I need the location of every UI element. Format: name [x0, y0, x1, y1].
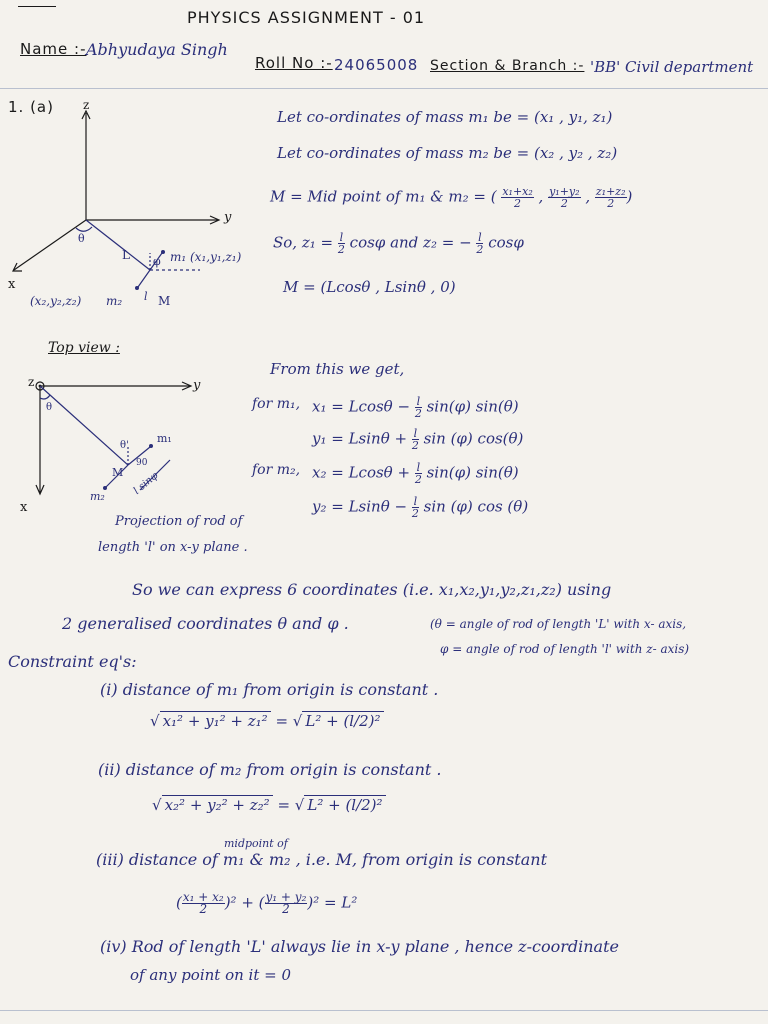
top-view-label: Top view :: [48, 340, 120, 356]
rod-L: [86, 220, 150, 270]
setup-line-1: Let co-ordinates of mass m₁ be = (x₁ , y₁, z₁): [277, 108, 613, 126]
fig2-theta-label: θ: [46, 402, 53, 413]
top-theta-arc: [40, 395, 50, 399]
fig1-y-label: y: [224, 210, 232, 225]
half-frac-1: $\frac{l}{2}$: [337, 231, 345, 256]
express-line-1: So we can express 6 coordinates (i.e. x₁,x₂,y₁,y₂,z₁,z₂) using: [132, 580, 612, 599]
fig2-theta-prime-label: θ': [120, 440, 129, 451]
cos-phi-and-text: cosφ and z₂ = −: [349, 233, 472, 252]
fig1-m2-label: m₂: [106, 294, 123, 308]
midpoint-line: M = Mid point of m₁ & m₂ = ( $\frac{\text{x₁+x₂}}{2}$ , $\frac{\text{y₁+y₂}}{2}$ , $\frac{\text{z₁+z₂}}{2}$ ): [270, 185, 633, 210]
z-coordinates-line: [273, 232, 524, 255]
fig2-m2-label: m₂: [90, 490, 105, 503]
fig2-lsin-label: l sinφ: [131, 470, 161, 497]
constraint-title: Constraint eq's:: [8, 652, 137, 671]
angle-note-2: φ = angle of rod of length 'l' with z- axis): [440, 642, 690, 656]
m2-dot: [135, 286, 139, 290]
top-m1-dot: [149, 444, 153, 448]
angle-note-1: (θ = angle of rod of length 'L' with x- axis,: [430, 617, 687, 631]
roll-value: 24065008: [334, 56, 419, 74]
fig2-m1-label: m₁: [157, 432, 172, 445]
top-rod-L: [40, 386, 128, 465]
constraint-3-text: (iii) distance of m₁ & m₂ , i.e. M, from origin is constant: [96, 850, 547, 869]
fig1-l-label: l: [144, 290, 148, 303]
constraint-1-equation: √ x₁² + y₁² + z₁² = √ L² + (l/2)²: [150, 712, 384, 730]
projection-caption-1: Projection of rod of: [115, 514, 243, 529]
constraint-2-equation: √ x₂² + y₂² + z₂² = √ L² + (l/2)²: [152, 796, 386, 814]
fig1-M-label: M: [158, 294, 171, 308]
so-z1-text: So, z₁ =: [273, 233, 334, 252]
constraint-3-equation: ( $\frac{\text{x₁ + x₂}}{2}$ )² + ( $\frac{\text{y₁ + y₂}}{2}$ )² = L²: [176, 890, 358, 916]
express-line-2: 2 generalised coordinates θ and φ .: [62, 614, 349, 633]
constraint-2-text: (ii) distance of m₂ from origin is constant .: [98, 760, 442, 779]
M-coordinates: M = (Lcosθ , Lsinθ , 0): [283, 278, 456, 296]
fig1-z-label: z: [83, 98, 90, 112]
m1-dot: [161, 250, 165, 254]
mid-frac-x: $\frac{\text{x₁+x₂}}{2}$: [502, 185, 533, 210]
midpoint-prefix: M = Mid point of m₁ & m₂ = (: [270, 187, 497, 206]
roll-label: Roll No :-: [255, 54, 333, 72]
rod-l-down: [138, 270, 150, 287]
name-value: Abhyudaya Singh: [86, 40, 228, 59]
cos-phi-text: cosφ: [488, 233, 524, 252]
section-label: Section & Branch :-: [430, 58, 585, 74]
section-value: 'BB' Civil department: [590, 58, 754, 76]
mid-frac-y: $\frac{\text{y₁+y₂}}{2}$: [549, 185, 580, 210]
half-frac-2: $\frac{l}{2}$: [476, 231, 484, 256]
constraint-3-midpoint-note: midpoint of: [224, 837, 288, 850]
fig2-z-label: z: [28, 375, 35, 389]
for-m2-label: for m₂,: [252, 462, 301, 478]
fig2-90-label: 90: [136, 458, 148, 468]
constraint-1-text: (i) distance of m₁ from origin is constant .: [100, 680, 439, 699]
fig1-m1-label: m₁ (x₁,y₁,z₁): [170, 250, 242, 264]
fig2-M-label: M: [112, 466, 124, 479]
fig1-theta-label: θ: [78, 232, 85, 245]
y2-equation: y₂ = Lsinθ − $\frac{l}{2}$ sin (φ) cos (θ): [312, 495, 529, 520]
fig1-L-label: L: [122, 248, 130, 262]
setup-line-2: Let co-ordinates of mass m₂ be = (x₂ , y₂ , z₂): [277, 144, 618, 162]
x1-equation: x₁ = Lcosθ − $\frac{l}{2}$ sin(φ) sin(θ): [312, 395, 519, 420]
question-label: 1. (a): [8, 98, 54, 116]
projection-caption-2: length 'l' on x-y plane .: [98, 540, 248, 555]
constraint-4-line-2: of any point on it = 0: [130, 966, 292, 984]
fig2-x-label: x: [20, 500, 28, 515]
for-m1-label: for m₁,: [252, 396, 301, 412]
fig1-phi-label: φ: [153, 255, 161, 268]
theta-arc: [76, 227, 92, 231]
mid-frac-z: $\frac{\text{z₁+z₂}}{2}$: [595, 185, 626, 210]
from-this-we-get: From this we get,: [270, 360, 405, 378]
header-dash: [18, 6, 56, 7]
x2-equation: x₂ = Lcosθ + $\frac{l}{2}$ sin(φ) sin(θ): [312, 461, 519, 486]
y1-equation: y₁ = Lsinθ + $\frac{l}{2}$ sin (φ) cos(θ): [312, 427, 524, 452]
figure-3d-axes: [0, 95, 270, 320]
x-axis: [14, 220, 86, 270]
assignment-title: PHYSICS ASSIGNMENT - 01: [187, 8, 426, 27]
fig1-m2-coords: (x₂,y₂,z₂): [30, 294, 82, 308]
fig2-y-label: y: [193, 378, 201, 393]
fig1-x-label: x: [8, 277, 16, 292]
name-label: Name :-: [20, 40, 87, 58]
constraint-4-line-1: (iv) Rod of length 'L' always lie in x-y plane , hence z-coordinate: [100, 937, 619, 956]
